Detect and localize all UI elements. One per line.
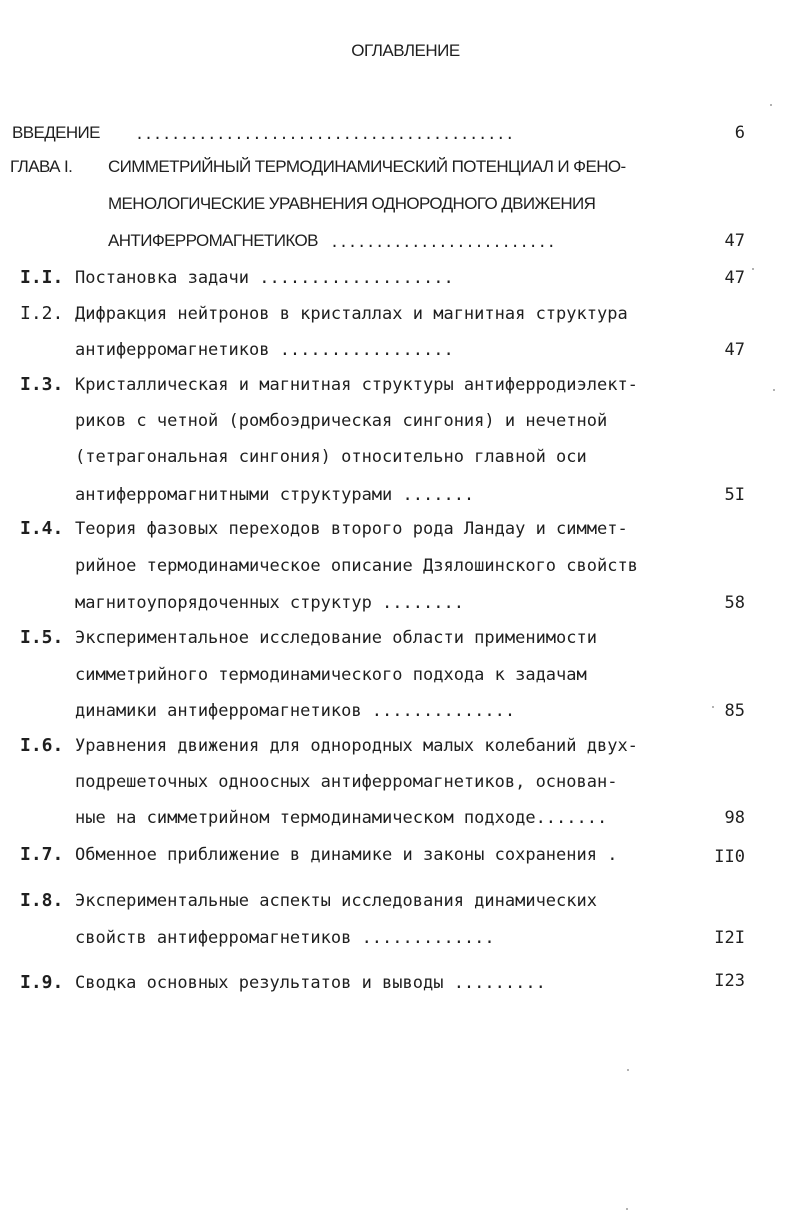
chapter-label: ГЛАВА I.: [10, 157, 73, 176]
section-line: Экспериментальное исследование области применимости: [75, 628, 597, 648]
section-line: Кристаллическая и магнитная структуры антиферродиэлект-: [75, 375, 638, 395]
scan-speck: [627, 1069, 629, 1071]
scan-speck: [752, 268, 754, 270]
section-number: I.5.: [20, 627, 64, 648]
section-page: 98: [724, 808, 745, 828]
section-line: Обменное приближение в динамике и законы сохранения .: [75, 845, 618, 865]
section-line: Теория фазовых переходов второго рода Ландау и симмет-: [75, 519, 628, 539]
section-page: 85: [724, 701, 745, 721]
section-line: Постановка задачи ...................: [75, 268, 454, 288]
section-page: I2I: [714, 928, 745, 948]
section-number: I.2.: [20, 303, 64, 324]
section-line: Сводка основных результатов и выводы .........: [75, 973, 546, 993]
section-line: антиферромагнетиков .................: [75, 340, 454, 360]
section-page: II0: [714, 847, 745, 867]
chapter-title-line-2: МЕНОЛОГИЧЕСКИЕ УРАВНЕНИЯ ОДНОРОДНОГО ДВИЖЕНИЯ: [108, 194, 596, 213]
section-line: Экспериментальные аспекты исследования динамических: [75, 891, 597, 911]
intro-dots: ..........................................: [135, 125, 515, 143]
section-line: антиферромагнитными структурами .......: [75, 485, 475, 505]
page-title: ОГЛАВЛЕНИЕ: [351, 41, 460, 60]
intro-label: ВВЕДЕНИЕ: [12, 123, 100, 142]
section-line: ные на симметрийном термодинамическом подходе.......: [75, 808, 608, 828]
section-line: Уравнения движения для однородных малых колебаний двух-: [75, 736, 638, 756]
section-line: рийное термодинамическое описание Дзялошинского свойств: [75, 556, 638, 576]
section-line: динамики антиферромагнетиков ..............: [75, 701, 516, 721]
section-number: I.3.: [20, 374, 64, 395]
section-page: 58: [724, 593, 745, 613]
section-number: I.4.: [20, 518, 64, 539]
scan-speck: [626, 1208, 628, 1210]
scan-speck: [712, 706, 714, 708]
section-page: 5I: [724, 485, 745, 505]
section-page: I23: [714, 971, 745, 991]
chapter-dots: .........................: [330, 233, 556, 251]
section-line: симметрийного термодинамического подхода к задачам: [75, 665, 587, 685]
section-line: (тетрагональная сингония) относительно главной оси: [75, 447, 587, 467]
chapter-title-line-1: СИММЕТРИЙНЫЙ ТЕРМОДИНАМИЧЕСКИЙ ПОТЕНЦИАЛ И ФЕНО-: [108, 157, 626, 176]
chapter-page: 47: [724, 231, 745, 251]
chapter-title-line-3: АНТИФЕРРОМАГНЕТИКОВ: [108, 231, 318, 250]
section-number: I.8.: [20, 890, 64, 911]
scan-speck: [773, 389, 775, 391]
intro-page: 6: [734, 123, 745, 143]
section-page: 47: [724, 268, 745, 288]
section-line: свойств антиферромагнетиков .............: [75, 928, 495, 948]
section-line: магнитоупорядоченных структур ........: [75, 593, 464, 613]
section-line: подрешеточных одноосных антиферромагнетиков, основан-: [75, 772, 618, 792]
section-number: I.7.: [20, 844, 64, 865]
scan-speck: [770, 104, 772, 106]
section-number: I.I.: [20, 267, 64, 288]
section-line: Дифракция нейтронов в кристаллах и магнитная структура: [75, 304, 628, 324]
section-number: I.9.: [20, 972, 64, 993]
section-page: 47: [724, 340, 745, 360]
section-line: риков с четной (ромбоэдрическая сингония) и нечетной: [75, 411, 608, 431]
section-number: I.6.: [20, 735, 64, 756]
